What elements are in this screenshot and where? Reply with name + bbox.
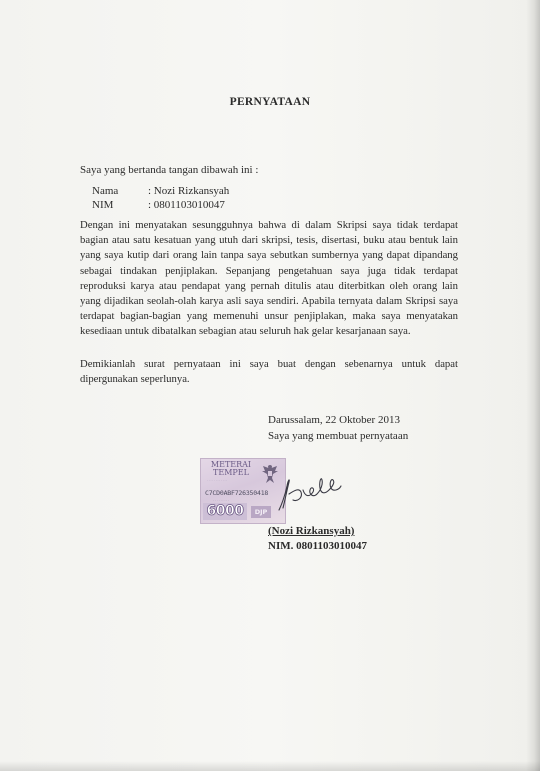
stamp-serial: C7CD0ABF726350418 — [205, 489, 269, 497]
place-date: Darussalam, 22 Oktober 2013 — [268, 414, 400, 426]
identity-value: : 0801103010047 — [148, 199, 225, 211]
document-title: PERNYATAAN — [229, 96, 311, 108]
identity-value: : Nozi Rizkansyah — [148, 185, 230, 197]
page-edge-shadow — [526, 0, 540, 771]
revenue-stamp — [200, 458, 286, 524]
identity-row-nim — [92, 199, 225, 211]
page-bottom-shadow — [0, 761, 540, 771]
stamp-title — [205, 461, 257, 477]
stamp-fine-print: · · · · · · · · · — [213, 498, 230, 502]
statement-paragraph: Dengan ini menyatakan sesungguhnya bahwa di dalam Skripsi saya tidak terdapat bagian atau satu kesatuan yang utuh dari skripsi, tesis, disertasi, buku atau bentuk lain yang saya kutip dari orang lain tanpa saya sebutkan sumbernya yang dapat dipandang sebagai tindakan penjiplakan. Sepanjang pengetahuan saya juga tidak terdapat reproduksi karya atau pendapat yang pernah ditulis atau diterbitkan oleh orang lain yang dijadikan seolah-olah karya asli saya sendiri. Apabila ternyata dalam Skripsi saya terdapat bagian-bagian yang memenuhi unsur penjiplakan, maka saya menyatakan kesediaan untuk dibatalkan sebagian atau seluruh hak gelar kesarjanaan saya. — [80, 219, 458, 338]
closing-paragraph: Demikianlah surat pernyataan ini saya buat dengan sebenarnya untuk dapat dipergunakan seperlunya. — [80, 358, 458, 386]
intro-line: Saya yang bertanda tangan dibawah ini : — [80, 164, 259, 176]
stamp-microtext: · · · · · · · · · · · · — [207, 479, 228, 483]
identity-label: NIM — [92, 199, 114, 211]
identity-label: Nama — [92, 185, 119, 197]
stamp-title-line1: METERAI — [210, 460, 252, 469]
stamp-issuer: DJP — [251, 506, 271, 518]
stamp-value: 6000 — [203, 503, 247, 520]
signer-line: Saya yang membuat pernyataan — [268, 430, 409, 442]
signer-name: (Nozi Rizkansyah) — [268, 525, 355, 537]
handwritten-signature — [275, 472, 345, 514]
stamp-title-line2: TEMPEL — [213, 468, 249, 477]
identity-row-name — [92, 185, 229, 197]
signer-nim: NIM. 0801103010047 — [268, 540, 367, 552]
